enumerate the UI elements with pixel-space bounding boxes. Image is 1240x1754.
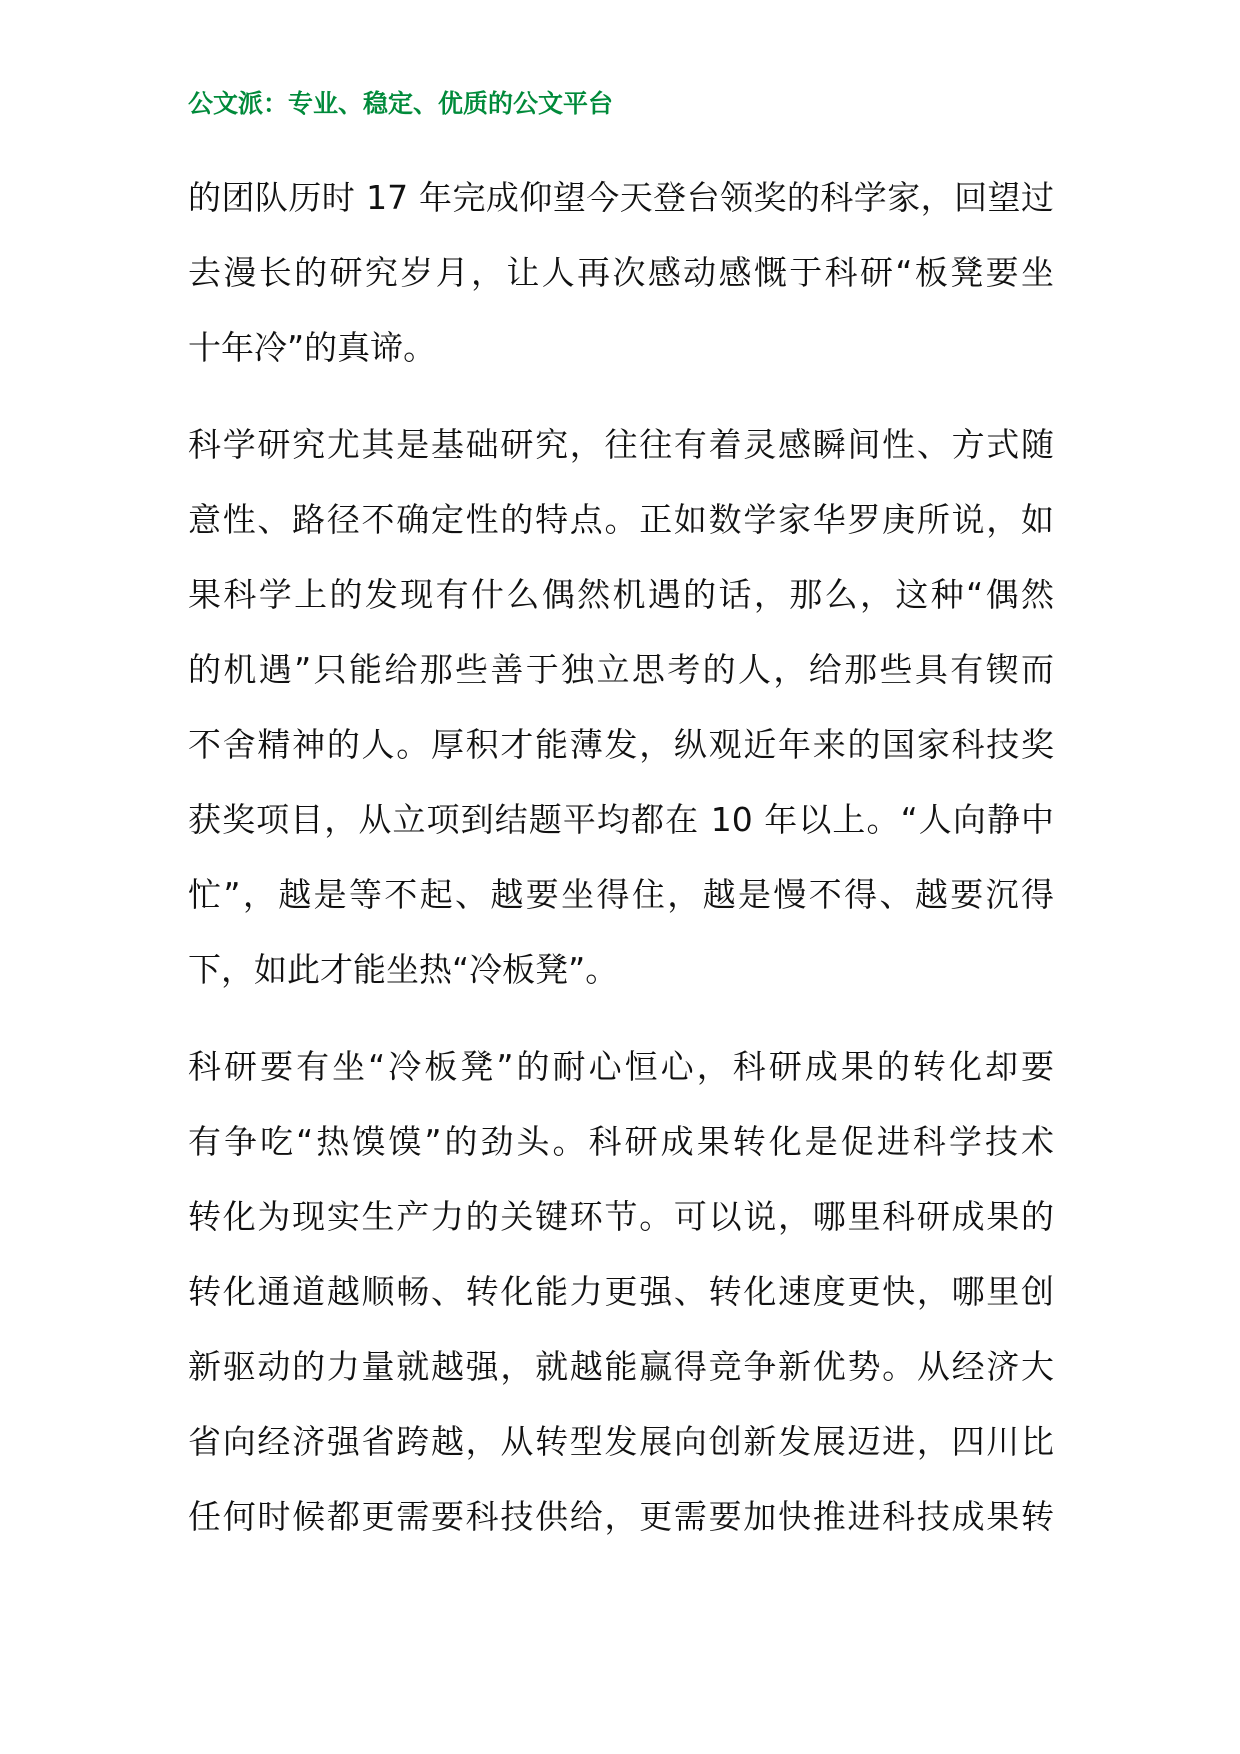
text-line: 的团队历时 17 年完成仰望今天登台领奖的科学家，回望过 (188, 178, 1054, 217)
text-line: 科学研究尤其是基础研究，往往有着灵感瞬间性、方式随 (188, 425, 1054, 464)
text-line: 意性、路径不确定性的特点。正如数学家华罗庚所说，如 (188, 500, 1054, 539)
paragraph-2 (188, 407, 1054, 1007)
header-banner: 公文派：专业、稳定、优质的公文平台 (188, 89, 614, 118)
text-line: 的机遇”只能给那些善于独立思考的人，给那些具有锲而 (188, 650, 1054, 689)
text-line: 转化为现实生产力的关键环节。可以说，哪里科研成果的 (188, 1197, 1054, 1236)
document-body (188, 160, 1054, 1576)
paragraph-1 (188, 160, 1054, 385)
text-line: 去漫长的研究岁月，让人再次感动感慨于科研“板凳要坐 (188, 253, 1054, 292)
text-line: 任何时候都更需要科技供给，更需要加快推进科技成果转 (188, 1497, 1054, 1536)
text-line: 获奖项目，从立项到结题平均都在 10 年以上。“人向静中 (188, 800, 1054, 839)
text-line: 十年冷”的真谛。 (188, 328, 437, 367)
text-line: 下，如此才能坐热“冷板凳”。 (188, 950, 619, 989)
text-line: 有争吃“热馍馍”的劲头。科研成果转化是促进科学技术 (188, 1122, 1054, 1161)
text-line: 忙”，越是等不起、越要坐得住，越是慢不得、越要沉得 (188, 875, 1054, 914)
text-line: 转化通道越顺畅、转化能力更强、转化速度更快，哪里创 (188, 1272, 1054, 1311)
text-line: 不舍精神的人。厚积才能薄发，纵观近年来的国家科技奖 (188, 725, 1054, 764)
text-line: 科研要有坐“冷板凳”的耐心恒心，科研成果的转化却要 (188, 1047, 1054, 1086)
text-line: 省向经济强省跨越，从转型发展向创新发展迈进，四川比 (188, 1422, 1054, 1461)
paragraph-3 (188, 1029, 1054, 1554)
text-line: 果科学上的发现有什么偶然机遇的话，那么，这种“偶然 (188, 575, 1054, 614)
text-line: 新驱动的力量就越强，就越能赢得竞争新优势。从经济大 (188, 1347, 1054, 1386)
